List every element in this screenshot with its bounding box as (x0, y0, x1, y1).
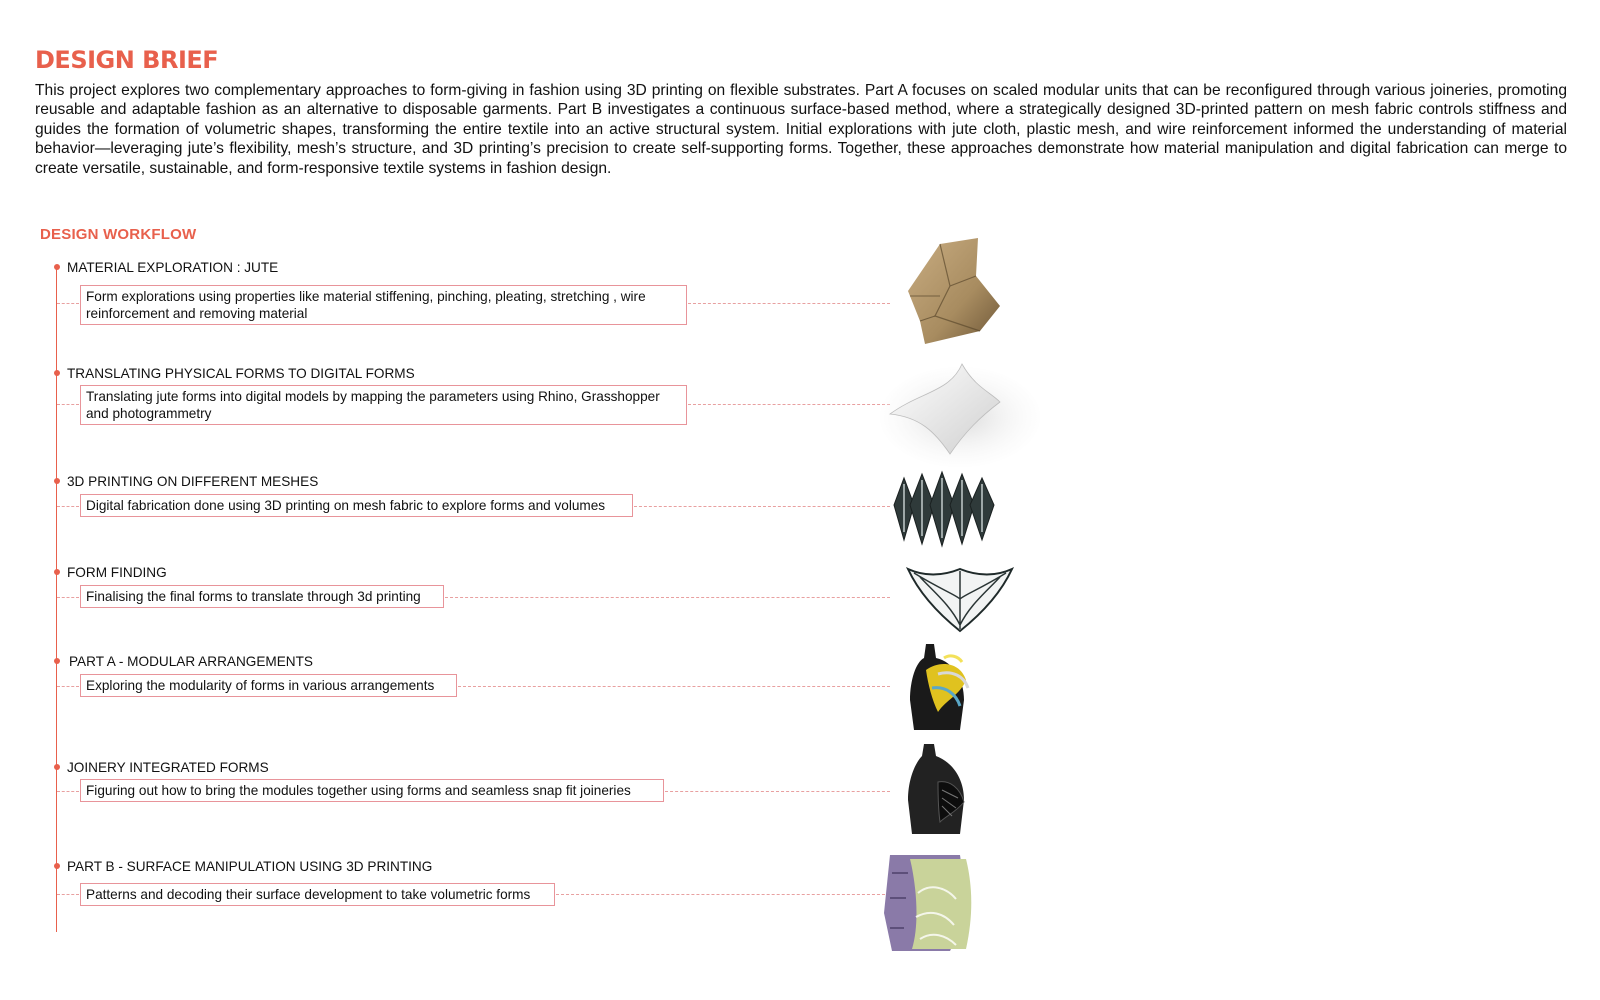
image-connector (556, 894, 890, 895)
connector-stub (57, 303, 79, 304)
joinery-mannequin-image (880, 742, 1040, 837)
image-connector (688, 404, 890, 405)
step-heading-modular-arrangements: PART A - MODULAR ARRANGEMENTS (69, 654, 313, 669)
step-heading-form-finding: FORM FINDING (67, 565, 167, 580)
step-description-joinery-forms: Figuring out how to bring the modules together using forms and seamless snap fit joineries (80, 779, 664, 802)
timeline-dot (54, 863, 60, 869)
step-description-translating-forms: Translating jute forms into digital models by mapping the parameters using Rhino, Grasshopper and photogrammetry (80, 385, 687, 425)
step-description-form-finding: Finalising the final forms to translate through 3d printing (80, 585, 444, 608)
surface-skirt-image (880, 853, 1040, 953)
modular-mannequin-image (880, 640, 1040, 732)
image-connector (688, 303, 890, 304)
connector-stub (57, 686, 79, 687)
final-form-shape-image (880, 565, 1040, 635)
timeline-dot (54, 658, 60, 664)
step-heading-surface-manipulation: PART B - SURFACE MANIPULATION USING 3D PRINTING (67, 859, 433, 874)
digital-surface-render-image (880, 362, 1040, 467)
step-heading-material-exploration: MATERIAL EXPLORATION : JUTE (67, 260, 279, 275)
image-connector (665, 791, 890, 792)
jute-form-image (880, 236, 1040, 346)
timeline-dot (54, 569, 60, 575)
printed-mesh-pattern-image (880, 470, 1040, 550)
connector-stub (57, 791, 79, 792)
connector-stub (57, 597, 79, 598)
image-connector (445, 597, 890, 598)
image-connector (458, 686, 890, 687)
step-heading-joinery-forms: JOINERY INTEGRATED FORMS (67, 760, 269, 775)
design-workflow-title: DESIGN WORKFLOW (40, 226, 197, 243)
step-heading-3d-printing-meshes: 3D PRINTING ON DIFFERENT MESHES (67, 474, 319, 489)
timeline-line (56, 265, 57, 932)
step-heading-translating-forms: TRANSLATING PHYSICAL FORMS TO DIGITAL FORMS (67, 366, 415, 381)
design-brief-text: This project explores two complementary approaches to form-giving in fashion using 3D printing on flexible substrates. Part A focuses on scaled modular units that can be reconfigured through various joineries, promoting reusable and adaptable fashion as an alternative to disposable garments. Part B investigates a continuous surface-based method, where a strategically designed 3D-printed pattern on mesh fabric controls stiffness and guides the formation of volumetric shapes, transforming the entire textile into an active structural system. Initial explorations with jute cloth, plastic mesh, and wire reinforcement informed the understanding of material behavior—leveraging jute’s flexibility, mesh’s structure, and 3D printing’s precision to create self-supporting forms. Together, these approaches demonstrate how material manipulation and digital fabrication can merge to create versatile, sustainable, and form-responsive textile systems in fashion design. (35, 82, 1567, 177)
connector-stub (57, 894, 79, 895)
image-connector (634, 506, 890, 507)
design-brief-title: DESIGN BRIEF (35, 46, 219, 74)
timeline-dot (54, 764, 60, 770)
timeline-dot (54, 478, 60, 484)
connector-stub (57, 506, 79, 507)
step-description-3d-printing-meshes: Digital fabrication done using 3D printing on mesh fabric to explore forms and volumes (80, 494, 633, 517)
step-description-surface-manipulation: Patterns and decoding their surface development to take volumetric forms (80, 883, 555, 906)
timeline-dot (54, 370, 60, 376)
step-description-material-exploration: Form explorations using properties like material stiffening, pinching, pleating, stretching , wire reinforcement and removing material (80, 285, 687, 325)
timeline-dot (54, 264, 60, 270)
step-description-modular-arrangements: Exploring the modularity of forms in various arrangements (80, 674, 457, 697)
connector-stub (57, 404, 79, 405)
